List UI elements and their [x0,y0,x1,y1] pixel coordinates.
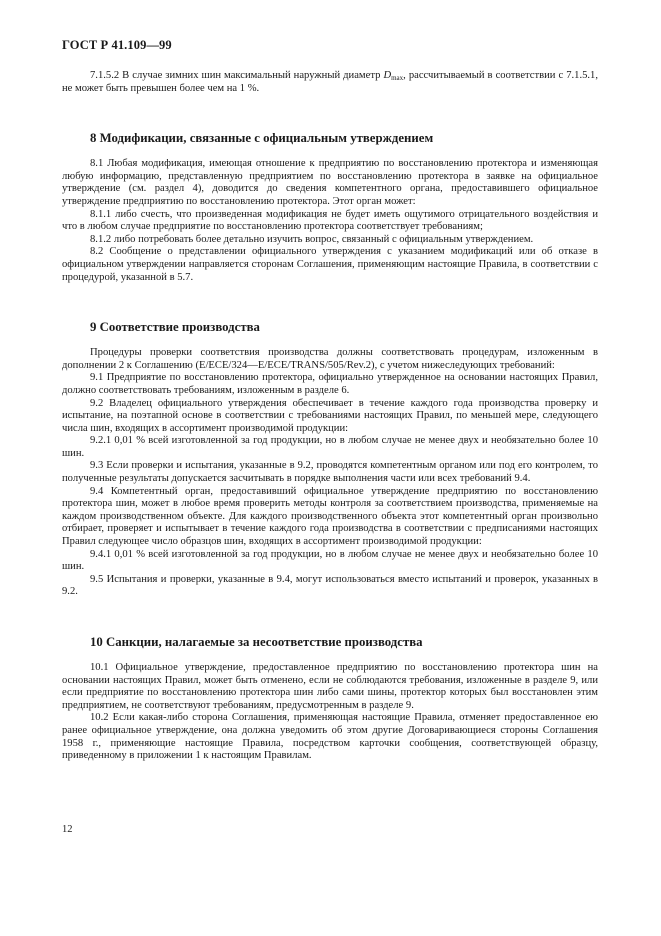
section-10-heading: 10 Санкции, налагаемые за несоответствие производства [90,635,423,649]
paragraph-9-4-1: 9.4.1 0,01 % всей изготовленной за год продукции, но в любом случае не менее двух и необязательно более 10 шин. [62,548,598,573]
dmax-symbol: D [383,70,392,81]
paragraph-9-2-1: 9.2.1 0,01 % всей изготовленной за год продукции, но в любом случае не менее двух и необязательно более 10 шин. [62,435,598,459]
paragraph-10-2: 10.2 Если какая-либо сторона Соглашения, применяющая настоящие Правила, отменяет предоставленное ею ранее официальное утверждение, она должна уведомить об этом другие Договаривающиеся стороны Соглашения 1958 г., применяющие настоящие Правила, посредством карточки сообщения, соответствующей образцу, приведенному в приложении 1 к настоящим Правилам. [62,712,598,762]
section-9-heading: 9 Соответствие производства [90,320,260,335]
paragraph-9-4: 9.4 Компетентный орган, предоставивший официальное утверждение предприятию по восстановлению протектора шин, может в любое время проверить методы контроля за соответствием производства, применяемые на каждом производственном объекте. Для каждого производственного объекта этот компетентный орган произвольно отбирает, проверяет и испытывает в течение каждого года производства в соответствии с предписаниями настоящих Правил следующее число образцов шин, входящих в ассортимент производимой продукции: [62,485,598,548]
paragraph-9-2: 9.2 Владелец официального утверждения обеспечивает в течение каждого года производства проверку и испытание, на поэтапной основе в соответствии с требованиями настоящих Правил, по меньшей мере, следующего числа шин, входящих в ассортимент производимой продукции: [62,397,598,434]
paragraph-9-intro: Процедуры проверки соответствия производства должны соответствовать процедурам, изложенным в дополнении 2 к Соглашению (E/ECE/324—E/ECE/TRANS/505/Rev.2), с учетом нижеследующих требований: [62,347,598,371]
paragraph-10-1: 10.1 Официальное утверждение, предоставленное предприятию по восстановлению протектора шин на основании настоящих Правил, может быть отменено, если не соблюдаются требования, изложенные в разделе 9, или если предприятие по восстановлению протектора шин либо сами шины, протектор которых был восстановлен этим предприятием, не соответствуют требованиям, предусмотренным в разделе 9. [62,662,598,711]
section-8-heading: 8 Модификации, связанные с официальным утверждением [90,131,434,146]
document-header: ГОСТ Р 41.109—99 [62,38,172,52]
paragraph-9-3: 9.3 Если проверки и испытания, указанные в 9.2, проводятся компетентным органом или под его контролем, то полученные результаты допускается засчитывать в порядке выполнения части или всех требований 9.4. [62,460,598,485]
paragraph-8-1: 8.1 Любая модификация, имеющая отношение к предприятию по восстановлению протектора и изменяющая любую информацию, представленную предприятием по восстановлению протектора в заявке на официальное утверждение (см. раздел 4), доводится до сведения компетентного органа, предоставившего официальное утверждение предприятию по восстановлению протектора. Этот орган может: [62,158,598,207]
paragraph-9-1: 9.1 Предприятие по восстановлению протектора, официально утвержденное на основании настоящих Правил, должно соответствовать требованиям, изложенным в разделе 6. [62,372,598,396]
page-content [62,70,598,763]
paragraph-7-1-5-2: 7.1.5.2 В случае зимних шин максимальный наружный диаметр $D_{max}$, рассчитываемый в соответствии с 7.1.5.1, не может быть превышен более чем на 1 %. [62,70,598,94]
paragraph-9-5: 9.5 Испытания и проверки, указанные в 9.4, могут использоваться вместо испытаний и проверок, указанных в 9.2. [62,573,598,598]
dmax-subscript: max [391,74,404,82]
paragraph-8-1-2: 8.1.2 либо потребовать более детально изучить вопрос, связанный с официальным утверждением. [90,233,534,245]
paragraph-8-2: 8.2 Сообщение о представлении официального утверждения с указанием модификаций или об отказе в официальном утверждении направляется сторонам Соглашения, применяющим настоящие Правила, в соответствии с процедурой, указанной в 5.7. [62,246,598,283]
page-number: 12 [62,824,73,835]
paragraph-8-1-1: 8.1.1 либо счесть, что произведенная модификация не будет иметь ощутимого отрицательного воздействия и что в любом случае предприятие по восстановлению протектора соответствует требованиям; [62,208,598,233]
